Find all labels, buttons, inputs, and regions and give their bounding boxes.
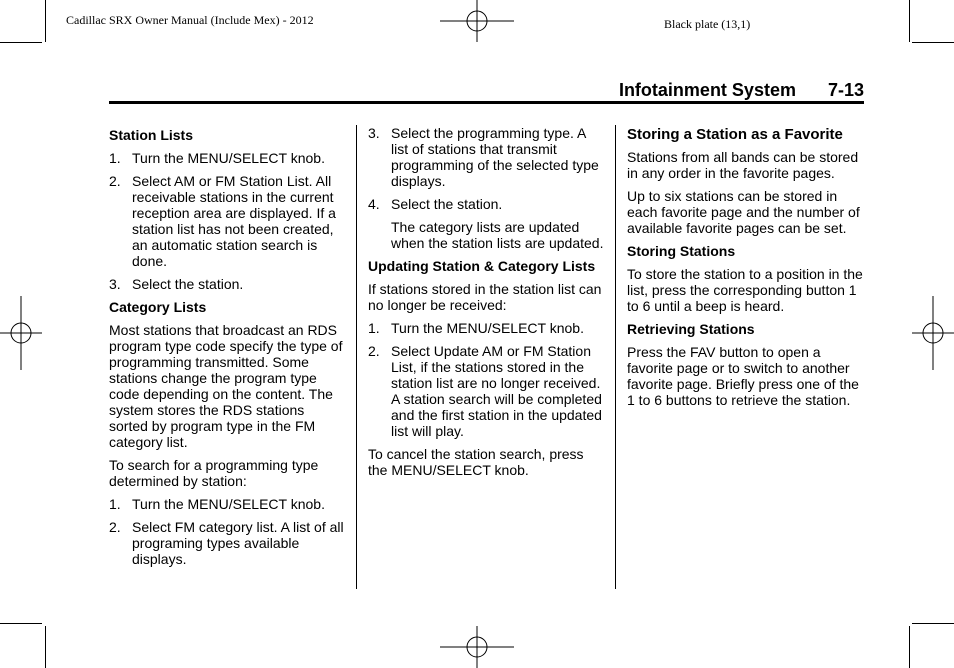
paragraph: Stations from all bands can be stored in any order in the favorite pages.: [627, 149, 859, 181]
section-title: Infotainment System: [618, 80, 796, 100]
plate-label: Black plate (13,1): [664, 17, 751, 31]
list-item: 2. Select FM category list. A list of all programing types available displays.: [109, 519, 344, 567]
column-divider: [356, 125, 357, 589]
paragraph: To search for a programming type determined by station:: [109, 457, 319, 489]
list-item: 2. Select AM or FM Station List. All receivable stations in the current reception area are displayed. If a station list has not been created, an automatic station search is done.: [109, 173, 336, 269]
updating-heading: Updating Station & Category Lists: [368, 258, 596, 274]
list-item: 1. Turn the MENU/SELECT knob.: [109, 496, 325, 512]
column-divider: [615, 125, 616, 589]
page-header: [109, 80, 864, 102]
manual-title: Cadillac SRX Owner Manual (Include Mex) - 2012: [66, 13, 314, 27]
paragraph: Most stations that broadcast an RDS program type code specify the type of programming transmitted. Some stations change the program type code depending on the content. The system stores the RDS stations sorted by program type in the FM category list.: [109, 322, 343, 450]
page-title: [619, 80, 864, 101]
page-number: 7-13: [827, 80, 864, 100]
list-item: 3. Select the station.: [109, 276, 244, 292]
retrieving-heading: Retrieving Stations: [627, 321, 755, 337]
category-lists-heading: Category Lists: [109, 299, 207, 315]
column-2: [368, 125, 604, 485]
paragraph: If stations stored in the station list can no longer be received:: [368, 281, 602, 313]
header-rule: [109, 101, 864, 104]
favorite-heading: Storing a Station as a Favorite: [627, 126, 843, 143]
paragraph: Up to six stations can be stored in each favorite page and the number of available favorite pages can be set.: [627, 188, 860, 236]
registration-mark-right: [912, 296, 954, 370]
list-item: 4. Select the station.: [368, 196, 503, 212]
registration-mark-left: [0, 296, 42, 370]
paragraph: Press the FAV button to open a favorite page or to switch to another favorite page. Briefly press one of the 1 to 6 buttons to retrieve the station.: [627, 344, 859, 408]
registration-mark-top: [440, 0, 514, 42]
list-item: 1. Turn the MENU/SELECT knob.: [109, 150, 325, 166]
registration-mark-bottom: [440, 626, 514, 668]
station-lists-heading: Station Lists: [109, 127, 194, 143]
paragraph: To store the station to a position in the list, press the corresponding button 1 to 6 until a beep is heard.: [627, 266, 863, 314]
list-item: 1. Turn the MENU/SELECT knob.: [368, 320, 584, 336]
storing-heading: Storing Stations: [627, 243, 736, 259]
column-1: [109, 125, 347, 574]
column-3: [627, 125, 863, 415]
paragraph: To cancel the station search, press the MENU/SELECT knob.: [368, 446, 584, 478]
list-item: 2. Select Update AM or FM Station List, if the stations stored in the station list are no longer received. A station search will be completed and the first station in the updated list will play.: [368, 343, 602, 439]
list-item: 3. Select the programming type. A list of stations that transmit programming of the selected type displays.: [368, 125, 599, 189]
step-note: The category lists are updated when the station lists are updated.: [391, 219, 604, 251]
